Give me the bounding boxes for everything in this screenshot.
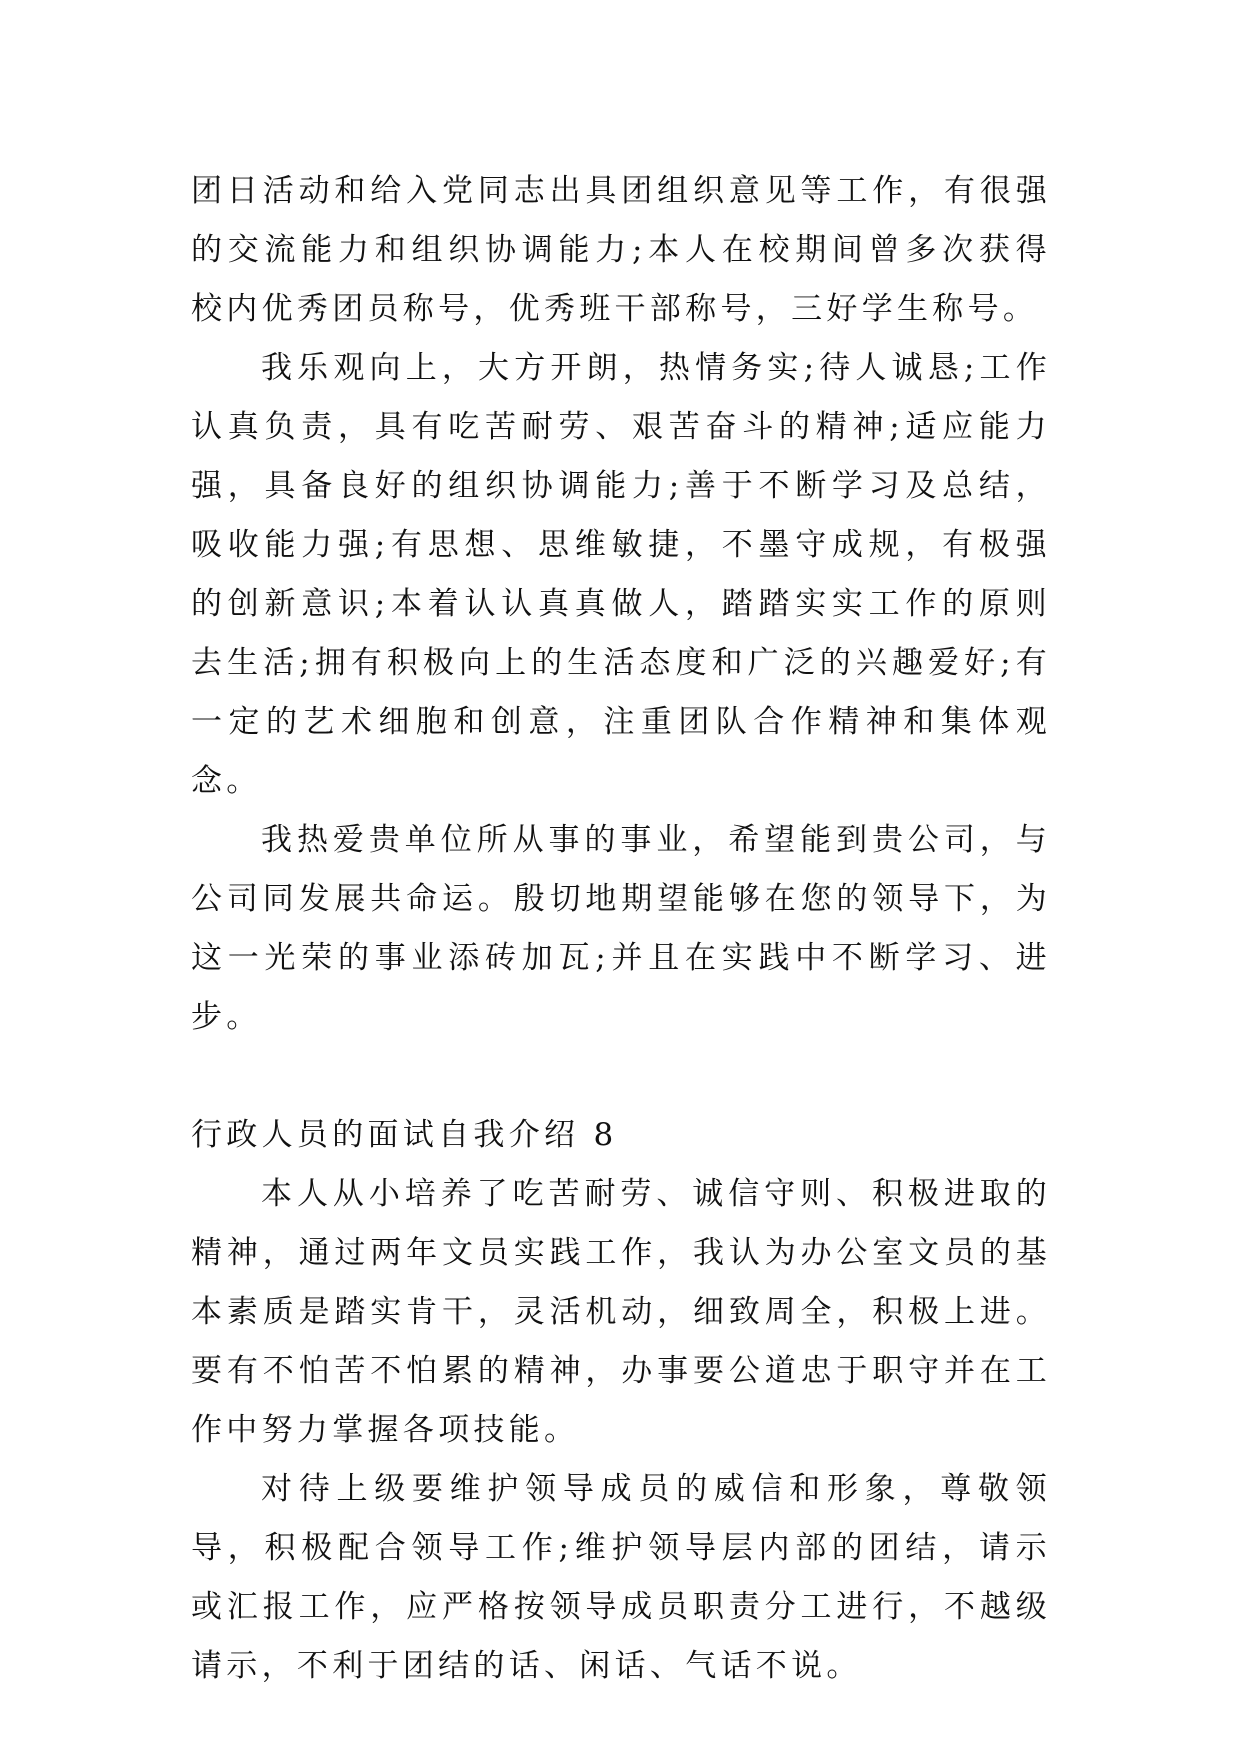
- paragraph-superior-relations: 对待上级要维护领导成员的威信和形象，尊敬领导，积极配合领导工作;维护领导层内部的团结，请示或汇报工作，应严格按领导成员职责分工进行，不越级请示，不利于团结的话、闲话、气话不说。: [191, 1471, 1051, 1684]
- paragraph-continuation: 团日活动和给入党同志出具团组织意见等工作，有很强的交流能力和组织协调能力;本人在校期间曾多次获得校内优秀团员称号，优秀班干部称号，三好学生称号。: [191, 173, 1051, 327]
- document-body: [191, 162, 1051, 1696]
- paragraph-aspiration: 我热爱贵单位所从事的事业，希望能到贵公司，与公司同发展共命运。殷切地期望能够在您的领导下，为这一光荣的事业添砖加瓦;并且在实践中不断学习、进步。: [191, 822, 1051, 1035]
- paragraph-work-attitude: 本人从小培养了吃苦耐劳、诚信守则、积极进取的精神，通过两年文员实践工作，我认为办公室文员的基本素质是踏实肯干，灵活机动，细致周全，积极上进。要有不怕苦不怕累的精神，办事要公道忠于职守并在工作中努力掌握各项技能。: [191, 1176, 1051, 1448]
- section-spacer: [191, 1047, 1051, 1106]
- paragraph-personality: 我乐观向上，大方开朗，热情务实;待人诚恳;工作认真负责，具有吃苦耐劳、艰苦奋斗的精神;适应能力强，具备良好的组织协调能力;善于不断学习及总结，吸收能力强;有思想、思维敏捷，不墨守成规，有极强的创新意识;本着认认真真做人，踏踏实实工作的原则去生活;拥有积极向上的生活态度和广泛的兴趣爱好;有一定的艺术细胞和创意，注重团队合作精神和集体观念。: [191, 350, 1051, 799]
- section-title: 行政人员的面试自我介绍 8: [191, 1117, 618, 1153]
